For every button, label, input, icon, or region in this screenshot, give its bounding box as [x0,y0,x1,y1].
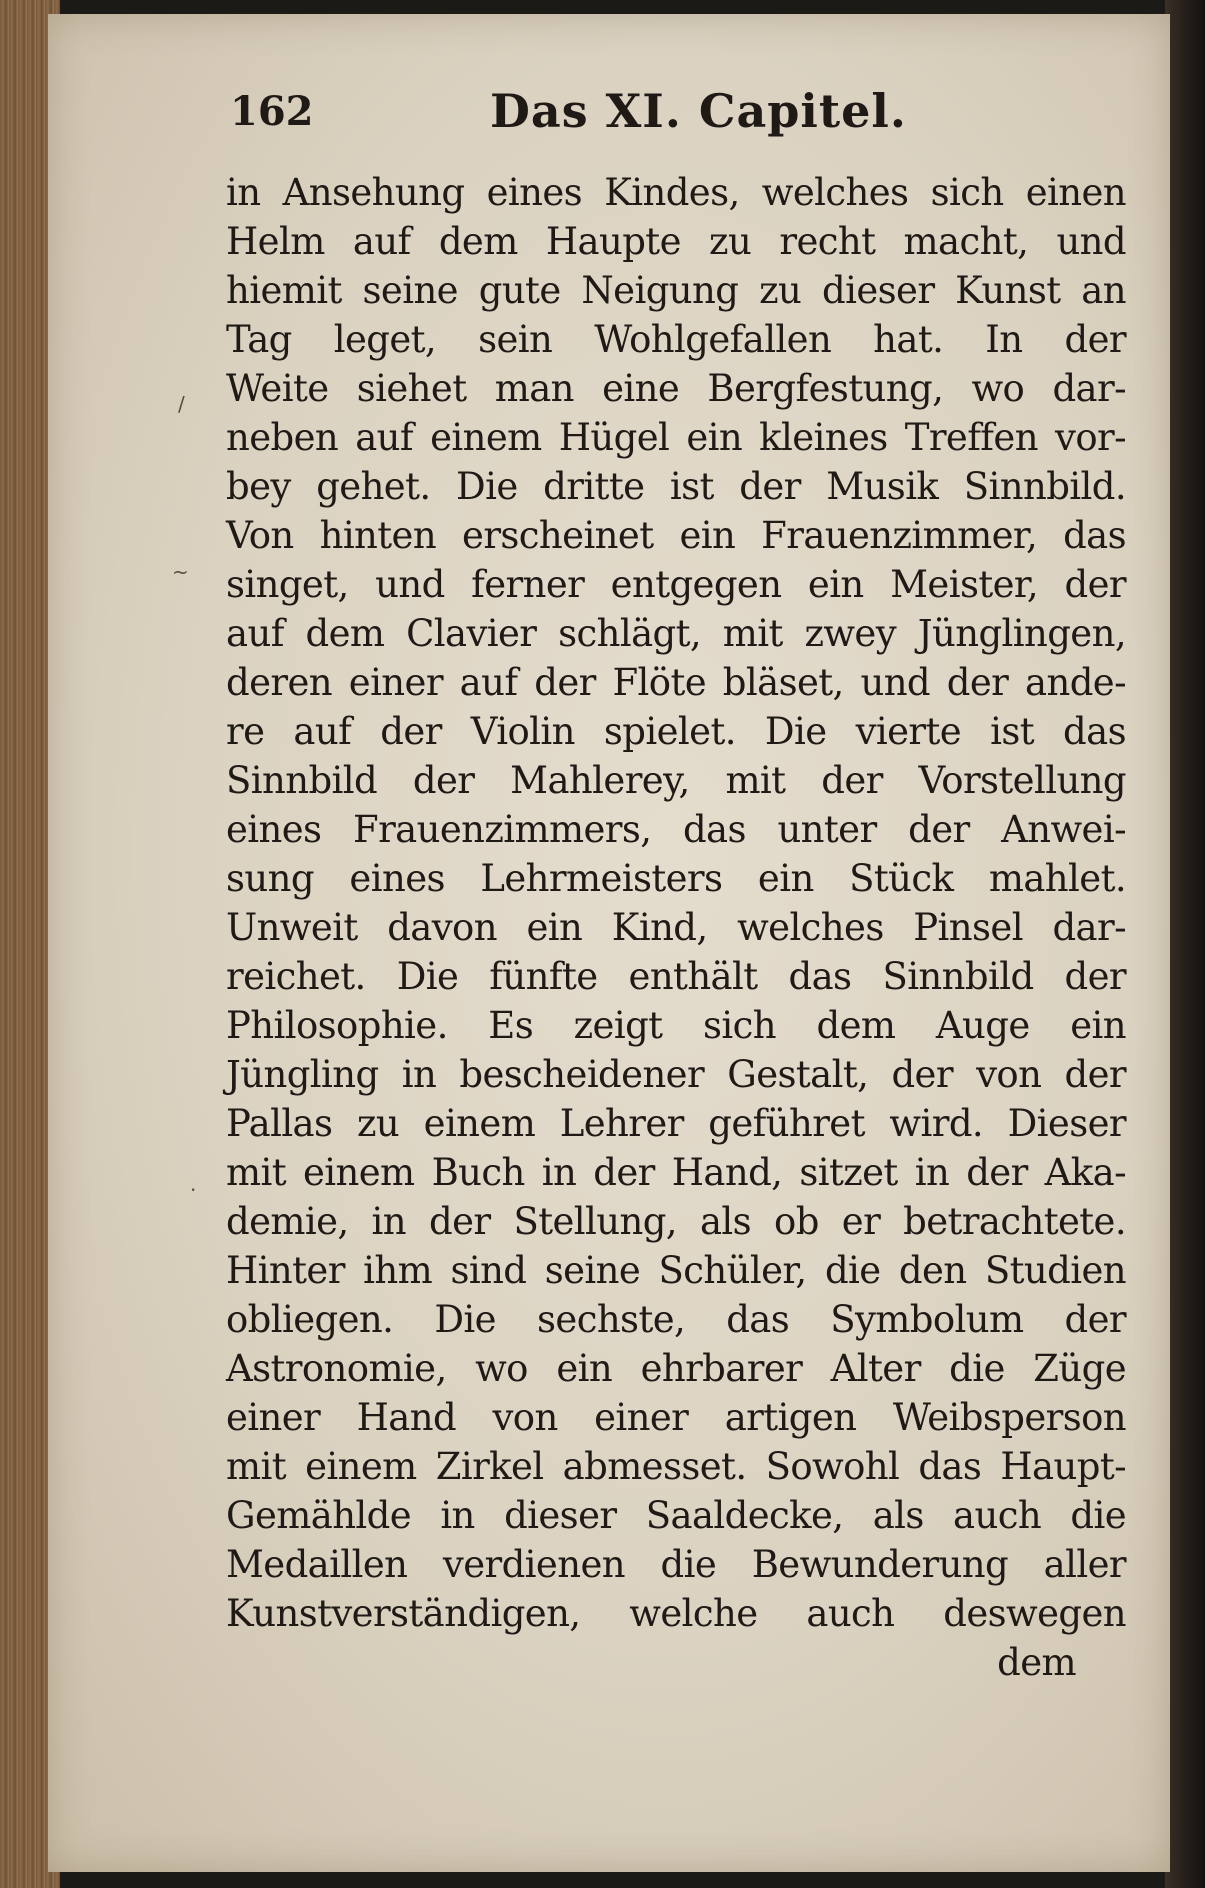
text-line: Pallas zu einem Lehrer geführet wird. Dieser [226,1102,1126,1145]
text-line: Von hinten erscheinet ein Frauenzimmer, das [226,514,1126,557]
text-line: mit einem Buch in der Hand, sitzet in der Aka- [226,1151,1126,1194]
text-line: eines Frauenzimmers, das unter der Anwei- [226,808,1126,851]
margin-mark: . [190,1172,197,1196]
page-number: 162 [230,88,314,135]
margin-mark: / [178,392,185,416]
text-line: Hinter ihm sind seine Schüler, die den Studien [226,1249,1126,1292]
text-line: deren einer auf der Flöte bläset, und der ande- [226,661,1126,704]
text-line: Unweit davon ein Kind, welches Pinsel dar- [226,906,1126,949]
text-line: in Ansehung eines Kindes, welches sich einen [226,171,1126,214]
text-line: bey gehet. Die dritte ist der Musik Sinnbild. [226,465,1126,508]
running-title: Das XI. Capitel. [490,84,907,138]
text-line: obliegen. Die sechste, das Symbolum der [226,1298,1126,1341]
text-line: Helm auf dem Haupte zu recht macht, und [226,220,1126,263]
page-header [230,80,1110,140]
text-line: Medaillen verdienen die Bewunderung aller [226,1543,1126,1586]
body-text [226,168,1126,1687]
margin-mark: ~ [172,560,189,584]
text-line: Philosophie. Es zeigt sich dem Auge ein [226,1004,1126,1047]
text-line: Gemählde in dieser Saaldecke, als auch die [226,1494,1126,1537]
text-line: einer Hand von einer artigen Weibsperson [226,1396,1126,1439]
binding-edge [1165,0,1205,1888]
text-line: neben auf einem Hügel ein kleines Treffen vor- [226,416,1126,459]
text-line: demie, in der Stellung, als ob er betrachtete. [226,1200,1126,1243]
text-line: Tag leget, sein Wohlgefallen hat. In der [226,318,1126,361]
text-line: Sinnbild der Mahlerey, mit der Vorstellung [226,759,1126,802]
text-line: hiemit seine gute Neigung zu dieser Kunst an [226,269,1126,312]
text-line: Weite siehet man eine Bergfestung, wo dar- [226,367,1126,410]
text-line: re auf der Violin spielet. Die vierte ist das [226,710,1126,753]
text-line: Astronomie, wo ein ehrbarer Alter die Züge [226,1347,1126,1390]
text-line: singet, und ferner entgegen ein Meister, der [226,563,1126,606]
text-line: Jüngling in bescheidener Gestalt, der von der [226,1053,1126,1096]
text-line: auf dem Clavier schlägt, mit zwey Jünglingen, [226,612,1126,655]
catchword: dem [997,1641,1076,1684]
text-line: reichet. Die fünfte enthält das Sinnbild der [226,955,1126,998]
text-line: Kunstverständigen, welche auch deswegen [226,1592,1126,1635]
text-line: sung eines Lehrmeisters ein Stück mahlet. [226,857,1126,900]
text-line: mit einem Zirkel abmesset. Sowohl das Haupt- [226,1445,1126,1488]
